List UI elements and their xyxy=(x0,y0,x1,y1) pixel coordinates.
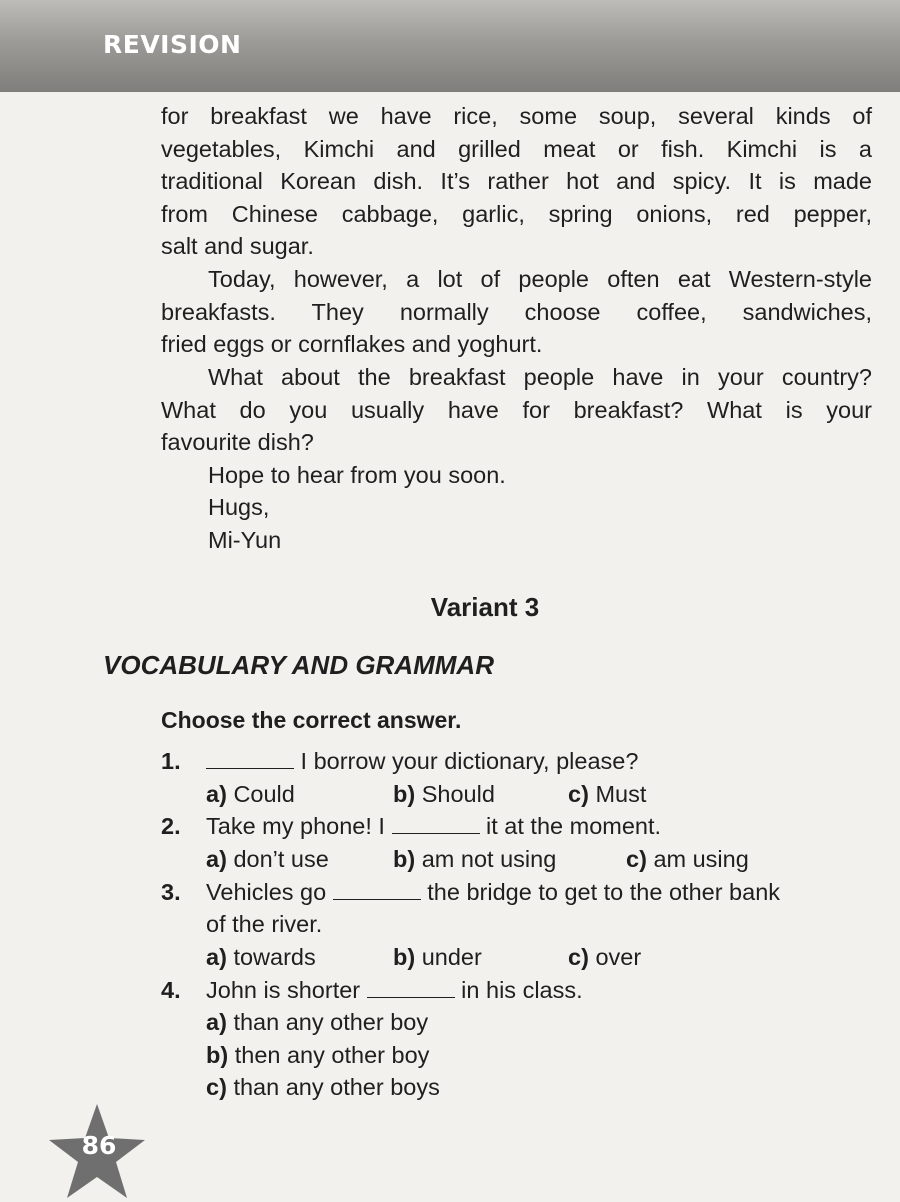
letter-line: What about the breakfast people have in your country? xyxy=(208,364,872,390)
option: c) over xyxy=(568,944,642,970)
letter-line: for breakfast we have rice, some soup, several kinds of xyxy=(161,103,872,129)
question-number: 2. xyxy=(161,813,181,839)
option: c) than any other boys xyxy=(206,1074,440,1100)
question-text-continuation: of the river. xyxy=(206,911,323,937)
option: c) am using xyxy=(626,846,749,872)
variant-title: Variant 3 xyxy=(430,592,540,622)
letter-line: Today, however, a lot of people often eat Western-style xyxy=(208,266,872,292)
question-number: 3. xyxy=(161,879,181,905)
letter-line: fried eggs or cornflakes and yoghurt. xyxy=(161,331,543,357)
option: a) towards xyxy=(206,944,316,970)
answer-blank xyxy=(206,749,294,769)
letter-signature: Mi-Yun xyxy=(208,526,282,553)
letter-line: vegetables, Kimchi and grilled meat or fish. Kimchi is a xyxy=(161,135,872,162)
option: b) then any other boy xyxy=(206,1042,430,1068)
option: b) Should xyxy=(393,781,495,807)
question-number: 1. xyxy=(161,748,181,774)
letter-closing: Hope to hear from you soon. xyxy=(208,461,506,488)
option: a) Could xyxy=(206,781,295,807)
question-text: Vehicles go the bridge to get to the other bank xyxy=(206,879,781,905)
question-text: John is shorter in his class. xyxy=(206,977,583,1003)
question-text: Take my phone! I it at the moment. xyxy=(206,813,662,839)
letter-line: traditional Korean dish. It’s rather hot and spicy. It is made xyxy=(161,168,872,194)
answer-blank xyxy=(367,978,455,998)
answer-blank xyxy=(392,814,480,834)
option: a) don’t use xyxy=(206,846,329,872)
letter-line: breakfasts. They normally choose coffee, sandwiches, xyxy=(161,298,872,325)
option: b) am not using xyxy=(393,846,557,872)
instruction: Choose the correct answer. xyxy=(161,707,462,733)
letter-line: from Chinese cabbage, garlic, spring onions, red pepper, xyxy=(161,200,872,227)
header-title: REVISION xyxy=(103,30,242,59)
section-title: VOCABULARY AND GRAMMAR xyxy=(103,650,494,680)
question-text: I borrow your dictionary, please? xyxy=(206,748,638,775)
option: b) under xyxy=(393,944,482,970)
answer-blank xyxy=(333,880,421,900)
question-number: 4. xyxy=(161,977,181,1003)
page-number: 86 xyxy=(81,1131,117,1160)
letter-signoff: Hugs, xyxy=(208,494,270,520)
letter-line: favourite dish? xyxy=(161,429,314,455)
option: a) than any other boy xyxy=(206,1009,429,1035)
letter-line: What do you usually have for breakfast? What is your xyxy=(161,396,872,423)
letter-line: salt and sugar. xyxy=(161,233,314,259)
option: c) Must xyxy=(568,781,647,807)
